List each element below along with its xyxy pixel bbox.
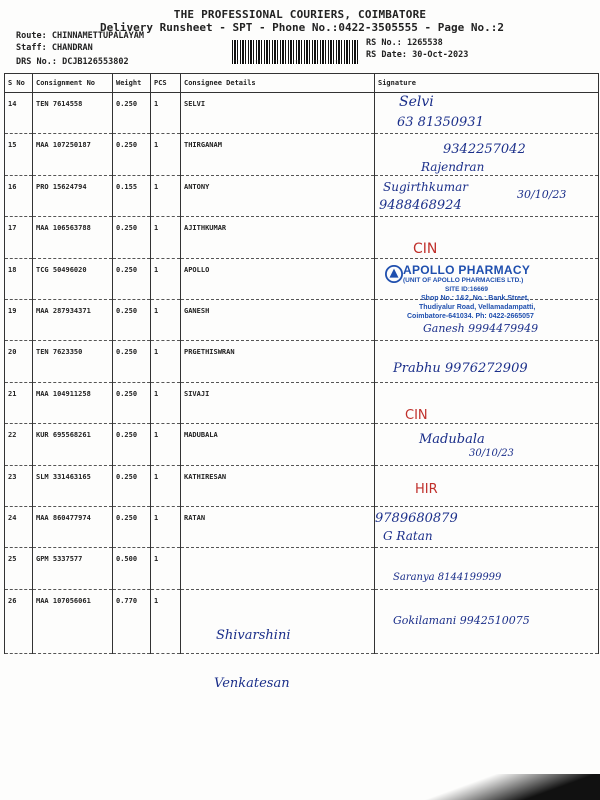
route-label: Route: (16, 31, 47, 41)
cell-sno: 15 (5, 134, 33, 175)
staff-label: Staff: (16, 43, 47, 53)
drs-value: DCJB126553802 (62, 57, 129, 67)
cell-pcs: 1 (151, 506, 181, 547)
route-value: CHINNAMETTUPALAYAM (51, 31, 144, 41)
barcode (232, 40, 360, 64)
rs-date-label: RS Date: (366, 50, 407, 60)
signature-name: G Ratan (383, 528, 433, 543)
cell-consignment: MAA 107250187 (33, 134, 113, 175)
cell-consignment: PRO 15624794 (33, 175, 113, 216)
handwritten-note: Venkatesan (214, 676, 290, 691)
apollo-logo-icon (385, 265, 403, 283)
cell-signature (375, 175, 599, 216)
signature-phone: 9342257042 (443, 142, 526, 158)
drs-line (16, 57, 129, 67)
table-row (5, 258, 599, 299)
stamp-line2: Thudiyalur Road, Vellamadampatti, (419, 303, 536, 311)
cell-signature (375, 217, 599, 258)
table-row (5, 175, 599, 216)
cell-weight: 0.250 (113, 465, 151, 506)
cell-pcs: 1 (151, 217, 181, 258)
cell-consignment: MAA 287934371 (33, 299, 113, 340)
cell-consignee: RATAN (181, 506, 375, 547)
cell-consignee: PRGETHISWRAN (181, 341, 375, 382)
cell-pcs: 1 (151, 93, 181, 134)
cell-sno: 25 (5, 548, 33, 589)
cell-weight: 0.250 (113, 424, 151, 465)
table-row (5, 299, 599, 340)
cell-weight: 0.500 (113, 548, 151, 589)
cell-consignment: MAA 107056061 (33, 589, 113, 653)
cell-signature (375, 506, 599, 547)
cell-sno: 18 (5, 258, 33, 299)
cell-weight: 0.250 (113, 217, 151, 258)
cell-signature (375, 548, 599, 589)
staff-line (16, 43, 93, 53)
signature-name: Sugirthkumar (383, 179, 469, 194)
cell-sno: 22 (5, 424, 33, 465)
signature-name: Selvi (399, 94, 434, 110)
signature-mark: HIR (415, 481, 438, 497)
handwritten-note: Shivarshini (216, 628, 291, 643)
table-row (5, 217, 599, 258)
cell-pcs: 1 (151, 465, 181, 506)
scan-shadow (420, 774, 600, 800)
cell-signature (375, 258, 599, 320)
stamp-line3: Coimbatore-641034. Ph: 0422-2665057 (407, 312, 534, 320)
cell-consignment: TEN 7614558 (33, 93, 113, 134)
cell-consignee: KATHIRESAN (181, 465, 375, 506)
cell-consignment: MAA 106563788 (33, 217, 113, 258)
cell-consignee (181, 548, 375, 589)
col-consignee: Consignee Details (181, 74, 375, 93)
cell-weight: 0.250 (113, 258, 151, 299)
cell-consignee: THIRGANAM (181, 134, 375, 175)
rs-date-value: 30-Oct-2023 (412, 50, 469, 60)
cell-consignment: MAA 104911258 (33, 382, 113, 423)
cell-signature (375, 589, 599, 653)
cell-sno: 24 (5, 506, 33, 547)
cell-sno: 23 (5, 465, 33, 506)
signature-mark: CIN (405, 408, 428, 424)
cell-weight: 0.250 (113, 134, 151, 175)
stamp-site: SITE ID:16669 (445, 285, 488, 293)
stamp-brand: APOLLO PHARMACY (403, 262, 531, 277)
rs-no-line (366, 38, 443, 48)
cell-pcs: 1 (151, 341, 181, 382)
signature-date: 30/10/23 (517, 187, 567, 201)
cell-consignment: MAA 860477974 (33, 506, 113, 547)
signature-name: Gokilamani 9942510075 (393, 613, 530, 627)
cell-weight: 0.250 (113, 299, 151, 340)
col-weight: Weight (113, 74, 151, 93)
cell-consignee: APOLLO (181, 258, 375, 299)
cell-consignment: TEN 7623350 (33, 341, 113, 382)
rs-no-label: RS No.: (366, 38, 402, 48)
cell-weight: 0.155 (113, 175, 151, 216)
cell-signature (375, 134, 599, 175)
staff-value: CHANDRAN (51, 43, 93, 53)
cell-sno: 16 (5, 175, 33, 216)
cell-consignee: GANESH (181, 299, 375, 340)
route-line (16, 31, 144, 41)
table-row (5, 506, 599, 547)
company-title: THE PROFESSIONAL COURIERS, COIMBATORE (173, 8, 427, 21)
cell-weight: 0.250 (113, 506, 151, 547)
signature-mark: CIN (413, 241, 438, 258)
col-signature: Signature (375, 74, 599, 93)
signature-name: Madubala (419, 432, 485, 448)
cell-weight: 0.250 (113, 382, 151, 423)
col-sno: S No (5, 74, 33, 93)
runsheet-subtitle: Delivery Runsheet - SPT - Phone No.:0422-3505555 - Page No.:2 (100, 21, 504, 34)
drs-label: DRS No.: (16, 57, 57, 67)
table-row (5, 382, 599, 423)
cell-sno: 26 (5, 589, 33, 653)
signature-text: Prabhu 9976272909 (393, 361, 528, 377)
table-row (5, 341, 599, 382)
signature-phone: 63 81350931 (397, 115, 484, 130)
cell-sno: 19 (5, 299, 33, 340)
cell-pcs: 1 (151, 134, 181, 175)
cell-consignment: KUR 695568261 (33, 424, 113, 465)
table-row (5, 93, 599, 134)
cell-signature (375, 93, 599, 134)
cell-signature (375, 408, 599, 465)
signature-date: 30/10/23 (469, 448, 514, 460)
cell-weight: 0.250 (113, 93, 151, 134)
table-row (5, 548, 599, 589)
rs-date-line (366, 50, 468, 60)
cell-signature (375, 341, 599, 382)
cell-weight: 0.250 (113, 341, 151, 382)
table-row (5, 134, 599, 175)
cell-consignee: SIVAJI (181, 382, 375, 423)
stamp-unit: (UNIT OF APOLLO PHARMACIES LTD.) (403, 276, 524, 284)
cell-consignee: AJITHKUMAR (181, 217, 375, 258)
cell-signature (375, 299, 599, 340)
cell-pcs: 1 (151, 175, 181, 216)
signature-phone: 9488468924 (379, 197, 462, 213)
cell-pcs: 1 (151, 589, 181, 653)
table-header-row (5, 74, 599, 93)
cell-pcs: 1 (151, 299, 181, 340)
cell-consignee: ANTONY (181, 175, 375, 216)
table-row (5, 589, 599, 653)
cell-sno: 21 (5, 382, 33, 423)
cell-sno: 14 (5, 93, 33, 134)
rs-no-value: 1265538 (406, 38, 443, 48)
cell-signature (375, 465, 599, 506)
cell-consignment: TCG 50496020 (33, 258, 113, 299)
col-pcs: PCS (151, 74, 181, 93)
col-consignment: Consignment No (33, 74, 113, 93)
cell-consignment: GPM 5337577 (33, 548, 113, 589)
signature-name: Rajendran (421, 160, 485, 175)
signature-phone: 9789680879 (375, 510, 458, 526)
cell-pcs: 1 (151, 382, 181, 423)
cell-consignee: MADUBALA (181, 424, 375, 465)
cell-pcs: 1 (151, 258, 181, 299)
table-row (5, 424, 599, 465)
cell-pcs: 1 (151, 424, 181, 465)
cell-consignment: SLM 331463165 (33, 465, 113, 506)
signature-name: Saranya 8144199999 (393, 572, 502, 584)
cell-sno: 20 (5, 341, 33, 382)
cell-consignee (181, 589, 375, 653)
runsheet-table (4, 73, 599, 654)
stamp-line1: Shop No.: 1&2, No.: Bank Street, (421, 294, 530, 302)
table-row (5, 465, 599, 506)
cell-sno: 17 (5, 217, 33, 258)
signature-text: Ganesh 9994479949 (423, 321, 539, 335)
cell-pcs: 1 (151, 548, 181, 589)
cell-consignee: SELVI (181, 93, 375, 134)
cell-weight: 0.770 (113, 589, 151, 653)
